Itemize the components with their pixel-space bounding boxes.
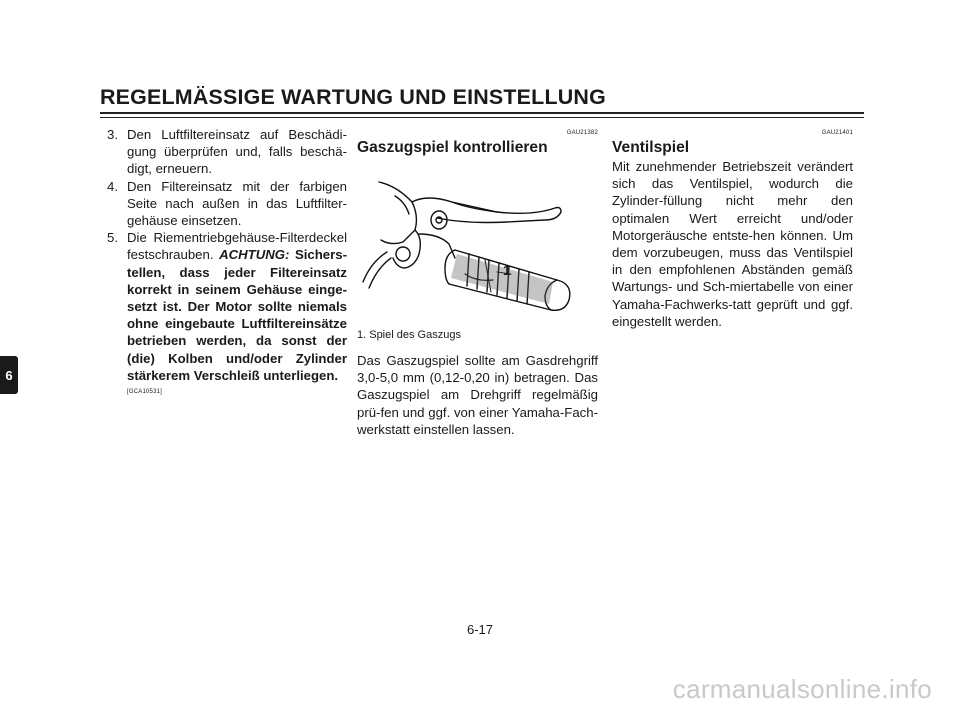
caution-text: Sichers-tellen, dass jeder Filtereinsatz korrekt in seinem Gehäuse einge-setzt ist. Der Motor sollte niemals ohne eingebaute Luftfiltereinsätze betrieben werden, da sonst der (die) Kolben und/oder Zylinder stärkerem Verschleiß unterliegen. (127, 247, 347, 383)
step-number: 3. (107, 127, 118, 142)
caution-code: [GCA10531] (127, 389, 163, 396)
step-text-wrap (127, 229, 347, 384)
step-number: 4. (107, 178, 118, 194)
throttle-grip-drawing (357, 172, 598, 322)
step-4 (107, 178, 347, 230)
callout-number: 1 (503, 262, 511, 278)
title-rule (100, 112, 864, 114)
column-1 (107, 126, 347, 397)
section-paragraph: Mit zunehmender Betriebszeit verändert sich das Ventilspiel, wodurch die Zylinder-füllung nicht mehr den optimalen Wert erreicht und/oder Motorgeräusche entste-hen können. Um dem vorzubeugen, muss das Ventilspiel in den empfohlenen Abständen gemäß Wartungs- und Sch-miertabelle von einer Yamaha-Fachwerks-tatt geprüft und ggf. eingestellt werden. (612, 159, 853, 329)
step-5 (107, 229, 347, 384)
section-code: GAU21401 (821, 130, 853, 136)
section-paragraph: Das Gaszugspiel sollte am Gasdrehgriff 3,0-5,0 mm (0,12-0,20 in) betragen. Das Gaszugspiel am Drehgriff regelmäßig prü-fen und ggf. von einer Yamaha-Fach-werkstatt einstellen lassen. (357, 353, 598, 437)
watermark[interactable]: carmanualsonline.info (672, 674, 932, 704)
figure-caption: 1. Spiel des Gaszugs (357, 329, 461, 341)
section-code: GAU21382 (566, 130, 598, 136)
step-text: Den Luftfiltereinsatz auf Beschädi-gung überprüfen und, falls beschä-digt, erneuern. (127, 127, 347, 177)
title-rule-thin (100, 117, 864, 118)
section-title: Gaszugspiel kontrollieren (357, 139, 548, 156)
throttle-illustration (357, 172, 598, 322)
step-text: Die Riementriebgehäuse-Filterdeckel festschrauben. (127, 230, 347, 263)
step-3 (107, 126, 347, 178)
page-number: 6-17 (466, 622, 494, 637)
step-number: 5. (107, 230, 118, 246)
page-title: REGELMÄSSIGE WARTUNG UND EINSTELLUNG (100, 86, 606, 109)
column-2 (357, 126, 598, 438)
caution-label: ACHTUNG: (219, 247, 290, 263)
chapter-tab[interactable]: 6 (0, 356, 18, 394)
column-3 (612, 126, 853, 330)
step-text: Den Filtereinsatz mit der farbigen Seite nach außen in das Luftfilter-gehäuse einsetzen. (127, 178, 347, 229)
section-title: Ventilspiel (612, 139, 690, 156)
